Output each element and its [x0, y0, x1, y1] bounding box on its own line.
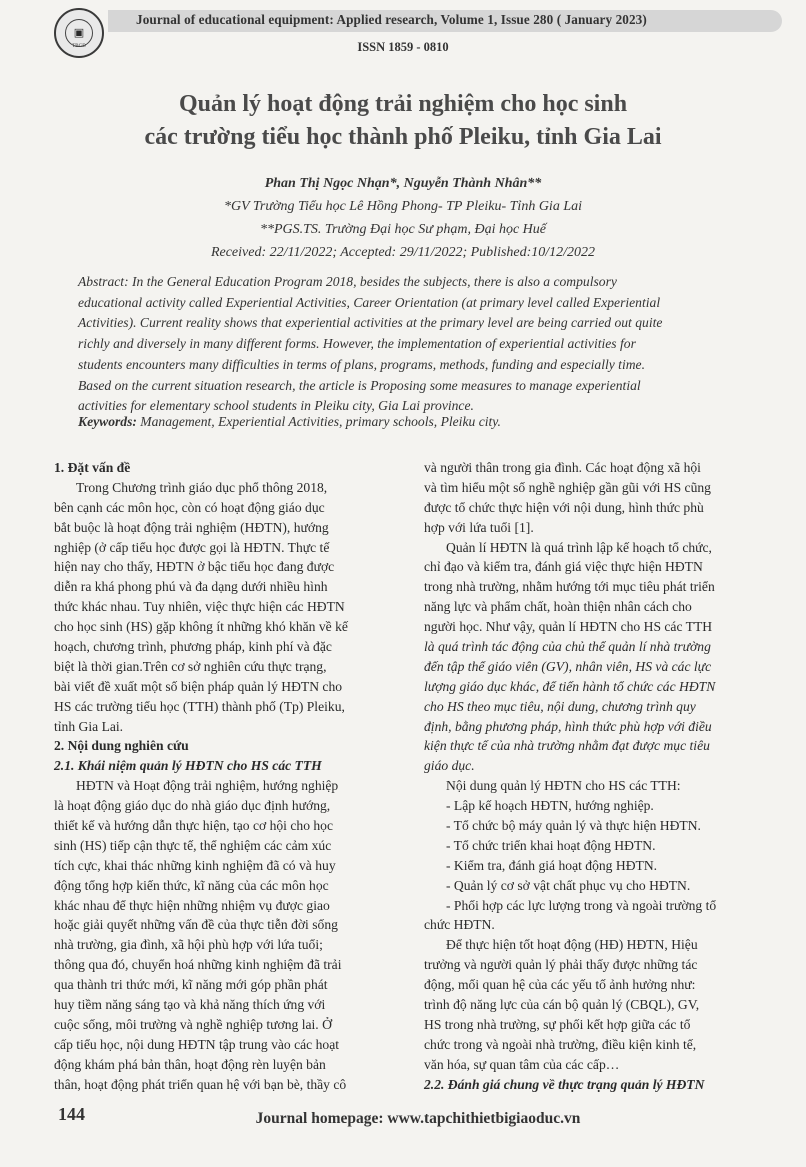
abstract-line: Based on the current situation research, the article is Proposing some measures to manage experiential [78, 377, 641, 393]
paper-title [60, 88, 746, 154]
abstract-line: educational activity called Experiential Activities, Career Orientation (at primary level called Experiential [78, 294, 661, 310]
title-line: Quản lý hoạt động trải nghiệm cho học sinh [178, 91, 628, 117]
body-line: động, mối quan hệ của các yếu tố ảnh hưởng như: [424, 977, 696, 993]
keywords-text: Management, Experiential Activities, primary schools, Pleiku city. [136, 414, 501, 429]
body-line: Trong Chương trình giáo dục phổ thông 2018, [76, 479, 328, 495]
body-line: thông qua đó, chuyển hoá những kinh nghiệm đã trải [54, 957, 342, 973]
body-line: cho học sinh (HS) gặp không ít những khó khăn về kế [54, 619, 348, 635]
keywords-label: Keywords: [78, 414, 137, 429]
body-line: động tổng hợp kiến thức, kĩ năng của các môn học [54, 877, 329, 893]
body-line: cho HS theo mục tiêu, nội dung, chương trình quy [424, 698, 696, 714]
body-line: chức HĐTN. [424, 917, 495, 933]
body-line: trình độ năng lực của cán bộ quản lý (CBQL), GV, [424, 997, 700, 1013]
body-line: - Tổ chức bộ máy quản lý và thực hiện HĐTN. [446, 818, 701, 834]
body-line: kiện thực tế của nhà trường nhằm đạt được mục tiêu [424, 738, 710, 754]
body-line: huy tiềm năng sáng tạo và khả năng thích ứng với [54, 997, 326, 1013]
section-heading: 2.2. Đánh giá chung về thực trạng quản lý HĐTN [424, 1076, 705, 1092]
body-line: biệt là thời gian.Trên cơ sở nghiên cứu thực trạng, [54, 658, 327, 674]
journal-citation: Journal of educational equipment: Applied research, Volume 1, Issue 280 ( January 2023) [136, 12, 647, 27]
body-line: người học. Như vậy, quản lí HĐTN cho HS các TTH [424, 619, 713, 635]
body-line: bài viết đề xuất một số biện pháp quản lý HĐTN cho [54, 678, 343, 694]
body-line: - Quản lý cơ sở vật chất phục vụ cho HĐTN. [446, 877, 691, 893]
body-line: động khám phá bản thân, hoạt động rèn luyện bản [54, 1056, 326, 1072]
body-line: Nội dung quản lý HĐTN cho HS các TTH: [446, 778, 681, 794]
body-line: là hoạt động giáo dục do nhà giáo dục định hướng, [54, 798, 331, 814]
body-line: năng lực và phẩm chất, hoàn thiện nhân cách cho [424, 599, 692, 615]
body-line: tỉnh Gia Lai. [54, 718, 124, 734]
abstract-line: Abstract: In the General Education Program 2018, besides the subjects, there is also a compulsory [78, 274, 617, 289]
section-heading: 1. Đặt vấn đề [54, 460, 131, 475]
keywords [78, 414, 778, 430]
body-line: là quá trình tác động của chủ thể quản lí nhà trường [424, 639, 711, 655]
affiliation: *GV Trường Tiểu học Lê Hồng Phong- TP Pleiku- Tỉnh Gia Lai [224, 199, 582, 214]
body-line: hợp với lứa tuổi [1]. [424, 519, 534, 535]
body-line: HS trong nhà trường, sự phối kết hợp giữa các tổ [424, 1016, 691, 1032]
body-line: Quản lí HĐTN là quá trình lập kế hoạch tổ chức, [446, 539, 712, 555]
affiliation: **PGS.TS. Trường Đại học Sư phạm, Đại học Huế [259, 222, 546, 237]
section-heading: 2. Nội dung nghiên cứu [54, 738, 189, 754]
body-line: khác nhau để thực hiện những nhiệm vụ được giao [54, 897, 330, 913]
body-line: bắt buộc là hoạt động trải nghiệm (HĐTN), hướng [54, 519, 329, 535]
issn: ISSN 1859 - 0810 [357, 40, 449, 54]
body-line: được tổ chức thực hiện với nội dung, hình thức phù [424, 499, 704, 515]
body-line: lượng giáo dục khác, để tiến hành tổ chức các HĐTN [424, 678, 716, 694]
body-line: cuộc sống, môi trường và nghề nghiệp tương lai. Ở [54, 1016, 332, 1032]
logo-emblem-icon: ▣ [65, 19, 93, 47]
body-line: hoạch, chương trình, phương pháp, kinh phí và đặc [54, 639, 332, 655]
body-line: và tìm hiểu một số nghề nghiệp gần gũi với HS cũng [424, 479, 711, 495]
body-line: qua thành tri thức mới, kĩ năng mới góp phần phát [54, 977, 328, 993]
body-line: Để thực hiện tốt hoạt động (HĐ) HĐTN, Hiệu [446, 937, 698, 953]
right-column [424, 458, 754, 1095]
body-line: hiện nay cho thấy, HĐTN ở bậc tiểu học đang được [54, 559, 335, 575]
abstract-line: activities for elementary school students in Pleiku city, Gia Lai province. [78, 398, 474, 414]
body-line: diễn ra khá phong phú và đa dạng dưới nhiều hình [54, 579, 328, 595]
body-line: chỉ đạo và kiểm tra, đánh giá việc thực hiện HĐTN [424, 559, 703, 575]
abstract-line: richly and diversely in many different forms. However, the implementation of experiential activities for [78, 336, 636, 352]
abstract [78, 272, 778, 417]
body-line: trong nhà trường, nhằm hướng tới mục tiêu phát triển [424, 579, 715, 595]
body-line: thức khác nhau. Tuy nhiên, việc thực hiện các HĐTN [54, 599, 345, 615]
section-heading: 2.1. Khái niệm quản lý HĐTN cho HS các TTH [54, 758, 322, 774]
authors: Phan Thị Ngọc Nhạn*, Nguyễn Thành Nhân** [264, 176, 542, 191]
body-line: trưởng và người quản lý phải thấy được những tác [424, 957, 698, 973]
body-line: văn hóa, sự quan tâm của các cấp… [424, 1056, 620, 1072]
body-line: đến tập thể giáo viên (GV), nhân viên, HS và các lực [424, 658, 712, 674]
body-line: hoặc giải quyết những vấn đề của thực tiễn đời sống [54, 917, 338, 933]
body-line: thân, hoạt động phát triển quan hệ với bạn bè, thầy cô [54, 1076, 347, 1092]
body-line: cấp tiểu học, nội dung HĐTN tập trung vào các hoạt [54, 1036, 340, 1052]
body-line: sinh (HS) tiếp cận thực tế, thể nghiệm các cảm xúc [54, 837, 332, 853]
body-line: HS các trường tiểu học (TTH) thành phố (Tp) Pleiku, [54, 698, 345, 714]
body-line: chức trong và ngoài nhà trường, điều kiện kinh tế, [424, 1036, 697, 1052]
title-line: các trường tiểu học thành phố Pleiku, tỉnh Gia Lai [144, 124, 662, 150]
body-line: định, bằng phương pháp, hình thức phù hợp với điều [424, 718, 712, 734]
body-line: thiết kế và hướng dẫn thực hiện, tạo cơ hội cho học [54, 818, 334, 834]
body-line: - Tổ chức triển khai hoạt động HĐTN. [446, 837, 656, 853]
body-line: HĐTN và Hoạt động trải nghiệm, hướng nghiệp [76, 778, 339, 794]
left-column [54, 458, 384, 1095]
body-line: tích cực, khai thác những kinh nghiệm đã có và huy [54, 857, 336, 873]
body-line: và người thân trong gia đình. Các hoạt động xã hội [424, 460, 701, 475]
body-line: - Phối hợp các lực lượng trong và ngoài trường tổ [446, 897, 717, 913]
abstract-line: students encounters many difficulties in terms of plans, programs, methods, funding and especially time. [78, 356, 645, 372]
publication-dates: Received: 22/11/2022; Accepted: 29/11/2022; Published:10/12/2022 [210, 245, 596, 260]
body-line: - Lập kế hoạch HĐTN, hướng nghiệp. [446, 798, 654, 814]
body-line: nhà trường, gia đình, xã hội phù hợp với lứa tuổi; [54, 937, 323, 953]
body-line: nghiệp (ở cấp tiểu học được gọi là HĐTN. Thực tế [54, 539, 330, 555]
body-line: - Kiểm tra, đánh giá hoạt động HĐTN. [446, 857, 658, 873]
body-line: giáo dục. [424, 758, 475, 774]
journal-homepage: Journal homepage: www.tapchithietbigiaoduc.vn [255, 1110, 581, 1127]
journal-header [0, 0, 806, 70]
logo-text: TBGD [72, 44, 86, 49]
page-number: 144 [58, 1104, 85, 1124]
abstract-line: Activities). Current reality shows that experiential activities at the primary level are being carried out quite [78, 315, 663, 331]
body-line: bên cạnh các môn học, còn có hoạt động giáo dục [54, 499, 325, 515]
